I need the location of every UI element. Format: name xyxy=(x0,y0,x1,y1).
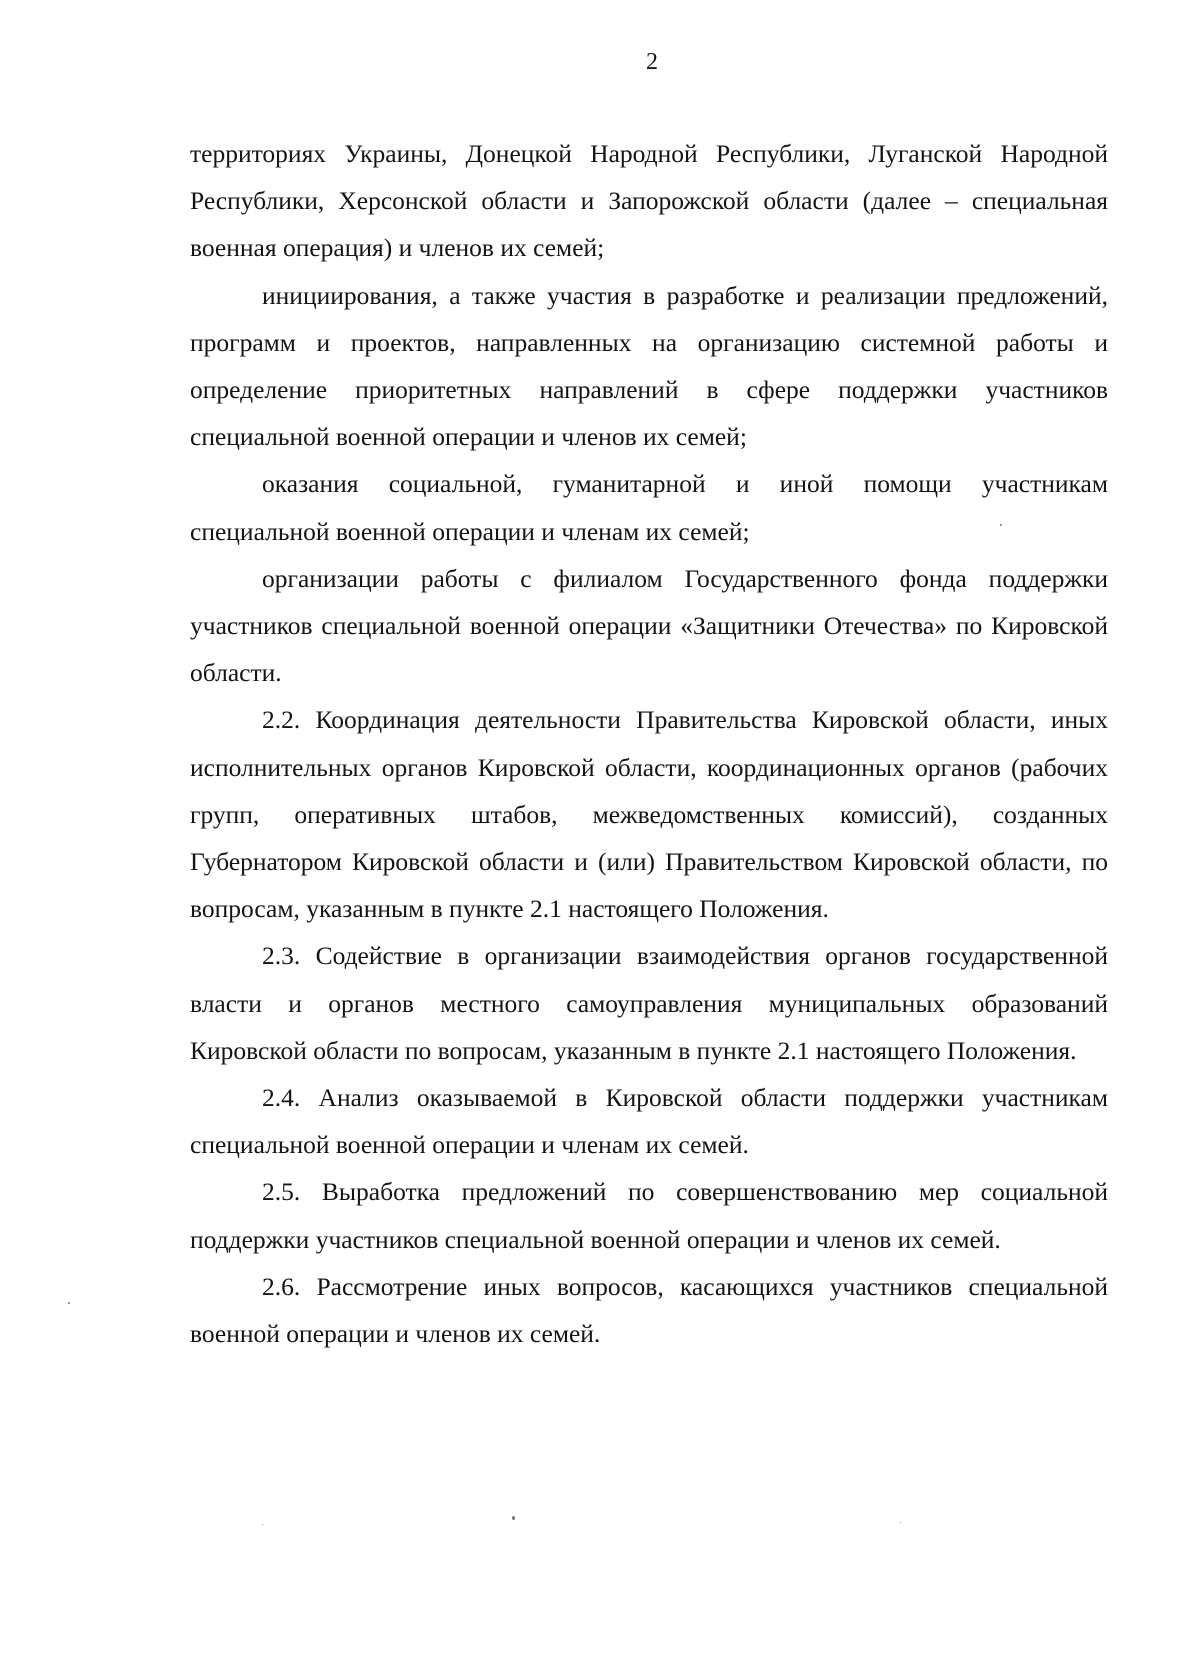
paragraph-2-3: 2.3. Содействие в организации взаимодействия органов государственной власти и органов местного самоуправления муниципальных образований Кировской области по вопросам, указанным в пункте 2.1 настоящего Положения. xyxy=(190,941,1108,1065)
scan-speck xyxy=(1000,524,1002,526)
paragraph-2-6: 2.6. Рассмотрение иных вопросов, касающихся участников специальной военной операции и членов их семей. xyxy=(190,1271,1108,1349)
paragraph-2-2: 2.2. Координация деятельности Правительства Кировской области, иных исполнительных органов Кировской области, координационных органов (рабочих групп, оперативных штабов, межведомственных комиссий), созданных Губернатором Кировской области и (или) Правительством Кировской области, по вопросам, указанным в пункте 2.1 настоящего Положения. xyxy=(190,705,1108,924)
page-number: 2 xyxy=(646,49,658,75)
paragraph-2-4: 2.4. Анализ оказываемой в Кировской области поддержки участникам специальной военной операции и членам их семей. xyxy=(190,1083,1108,1160)
scan-speck xyxy=(68,1302,70,1304)
paragraph-2-5: 2.5. Выработка предложений по совершенствованию мер социальной поддержки участников специальной военной операции и членов их семей. xyxy=(190,1177,1108,1254)
paragraph-initiation: инициирования, а также участия в разработке и реализации предложений, программ и проектов, направленных на организацию системной работы и определение приоритетных направлений в сфере поддержки участников специальной военной операции и членов их семей; xyxy=(190,280,1108,452)
scan-speck xyxy=(512,1516,515,1520)
paragraph-territories: территориях Украины, Донецкой Народной Республики, Луганской Народной Республики, Херсонской области и Запорожской области (далее – специальная военная операция) и членов их семей; xyxy=(190,139,1108,263)
paragraph-assistance: оказания социальной, гуманитарной и иной помощи участникам специальной военной операции и членам их семей; xyxy=(190,469,1108,546)
document-body xyxy=(190,130,1108,1357)
scan-speck xyxy=(262,1524,263,1525)
paragraph-fund-branch: организации работы с филиалом Государственного фонда поддержки участников специальной военной операции «Защитники Отечества» по Кировской области. xyxy=(190,563,1108,688)
scan-speck xyxy=(900,1522,901,1523)
